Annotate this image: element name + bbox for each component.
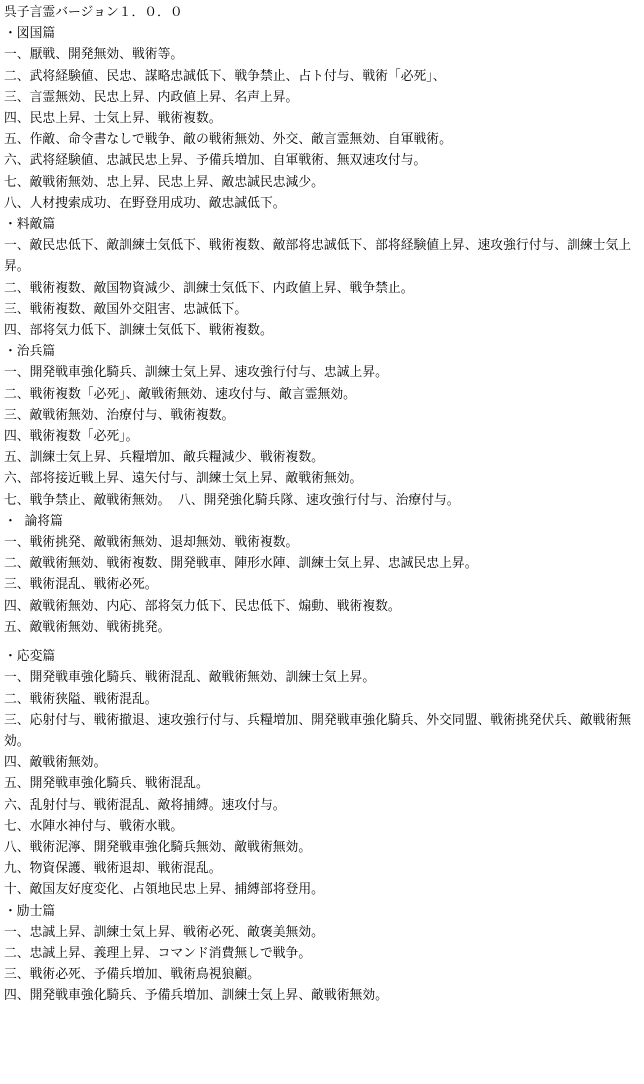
section bbox=[4, 23, 640, 214]
section-item: 七、戦争禁止、敵戦術無効。 八、開発強化騎兵隊、速攻強行付与、治療付与。 bbox=[4, 492, 460, 508]
section-item: 五、開発戦車強化騎兵、戦術混乱。 bbox=[4, 776, 209, 792]
section-item: 八、人材捜索成功、在野登用成功、敵忠誠低下。 bbox=[4, 195, 286, 211]
section-item: 一、敵民忠低下、敵訓練士気低下、戦術複数、敵部将忠誠低下、部将経験値上昇、速攻強行付与、訓練士気上昇。 bbox=[4, 238, 632, 275]
section bbox=[4, 214, 640, 341]
section-item: 一、忠誠上昇、訓練士気上昇、戦術必死、敵褒美無効。 bbox=[4, 924, 324, 940]
section-item: 六、武将経験値、忠誠民忠上昇、予備兵増加、自軍戦術、無双速攻付与。 bbox=[4, 153, 427, 169]
section-item: 五、訓練士気上昇、兵糧増加、敵兵糧減少、戦術複数。 bbox=[4, 450, 324, 466]
section-item: 四、部将気力低下、訓練士気低下、戦術複数。 bbox=[4, 323, 273, 339]
section-list bbox=[4, 23, 640, 1006]
section bbox=[4, 901, 640, 1007]
section-item: 一、戦術挑発、敵戦術無効、退却無効、戦術複数。 bbox=[4, 535, 299, 551]
section-item: 一、厭戦、開発無効、戦術等。 bbox=[4, 47, 184, 63]
section-item: 二、戦術複数、敵国物資減少、訓練士気低下、内政値上昇、戦争禁止。 bbox=[4, 280, 414, 296]
document-title: 呉子言霊バージョン１．０．０ bbox=[4, 5, 183, 20]
section-heading: ・励士篇 bbox=[4, 903, 56, 919]
section-item: 二、忠誠上昇、義理上昇、コマンド消費無しで戦争。 bbox=[4, 945, 312, 961]
section-item: 四、開発戦車強化騎兵、予備兵増加、訓練士気上昇、敵戦術無効。 bbox=[4, 988, 388, 1004]
section-item: 八、戦術泥濘、開発戦車強化騎兵無効、敵戦術無効。 bbox=[4, 839, 312, 855]
section-item: 三、敵戦術無効、治療付与、戦術複数。 bbox=[4, 407, 235, 423]
section-heading: ・治兵篇 bbox=[4, 344, 56, 360]
section-item: 六、部将接近戦上昇、遠矢付与、訓練士気上昇、敵戦術無効。 bbox=[4, 471, 363, 487]
section-item: 七、水陣水神付与、戦術水戦。 bbox=[4, 818, 184, 834]
section-heading: ・応変篇 bbox=[4, 649, 56, 665]
section-heading: ・図国篇 bbox=[4, 26, 56, 42]
section-item: 三、戦術混乱、戦術必死。 bbox=[4, 577, 158, 593]
section-item: 五、作敵、命令書なしで戦争、敵の戦術無効、外交、敵言霊無効、自軍戦術。 bbox=[4, 132, 452, 148]
section-item: 四、敵戦術無効、内応、部将気力低下、民忠低下、煽動、戦術複数。 bbox=[4, 598, 401, 614]
section-item: 三、言霊無効、民忠上昇、内政値上昇、名声上昇。 bbox=[4, 89, 299, 105]
section-item: 三、応射付与、戦術撤退、速攻強行付与、兵糧増加、開発戦車強化騎兵、外交同盟、戦術挑発伏兵、敵戦術無効。 bbox=[4, 712, 632, 749]
section-item: 二、戦術狭隘、戦術混乱。 bbox=[4, 691, 158, 707]
section-item: 二、敵戦術無効、戦術複数、開発戦車、陣形水陣、訓練士気上昇、忠誠民忠上昇。 bbox=[4, 556, 478, 572]
section-item: 九、物資保護、戦術退却、戦術混乱。 bbox=[4, 861, 222, 877]
section-item: 一、開発戦車強化騎兵、訓練士気上昇、速攻強行付与、忠誠上昇。 bbox=[4, 365, 388, 381]
section bbox=[4, 341, 640, 511]
section-item: 四、戦術複数「必死」。 bbox=[4, 429, 139, 445]
section-item: 三、戦術必死、予備兵増加、戦術鳥視狼顧。 bbox=[4, 967, 260, 983]
section-item: 四、民忠上昇、士気上昇、戦術複数。 bbox=[4, 111, 222, 127]
section-item: 三、戦術複数、敵国外交阻害、忠誠低下。 bbox=[4, 301, 248, 317]
section-item: 十、敵国友好度変化、占領地民忠上昇、捕縛部将登用。 bbox=[4, 882, 324, 898]
section-item: 五、敵戦術無効、戦術挑発。 bbox=[4, 619, 171, 635]
section bbox=[4, 511, 640, 638]
section-item: 一、開発戦車強化騎兵、戦術混乱、敵戦術無効、訓練士気上昇。 bbox=[4, 670, 376, 686]
section-heading: ・ 論将篇 bbox=[4, 513, 63, 529]
section-item: 七、敵戦術無効、忠上昇、民忠上昇、敵忠誠民忠減少。 bbox=[4, 174, 324, 190]
section-item: 六、乱射付与、戦術混乱、敵将捕縛。速攻付与。 bbox=[4, 797, 286, 813]
section-item: 二、戦術複数「必死」、敵戦術無効、速攻付与、敵言霊無効。 bbox=[4, 386, 356, 402]
section-item: 二、武将経験値、民忠、謀略忠誠低下、戦争禁止、占ト付与、戦術「必死」、 bbox=[4, 68, 446, 84]
section-spacer bbox=[4, 638, 640, 646]
section-heading: ・料敵篇 bbox=[4, 217, 56, 233]
section bbox=[4, 646, 640, 900]
section-item: 四、敵戦術無効。 bbox=[4, 755, 107, 771]
